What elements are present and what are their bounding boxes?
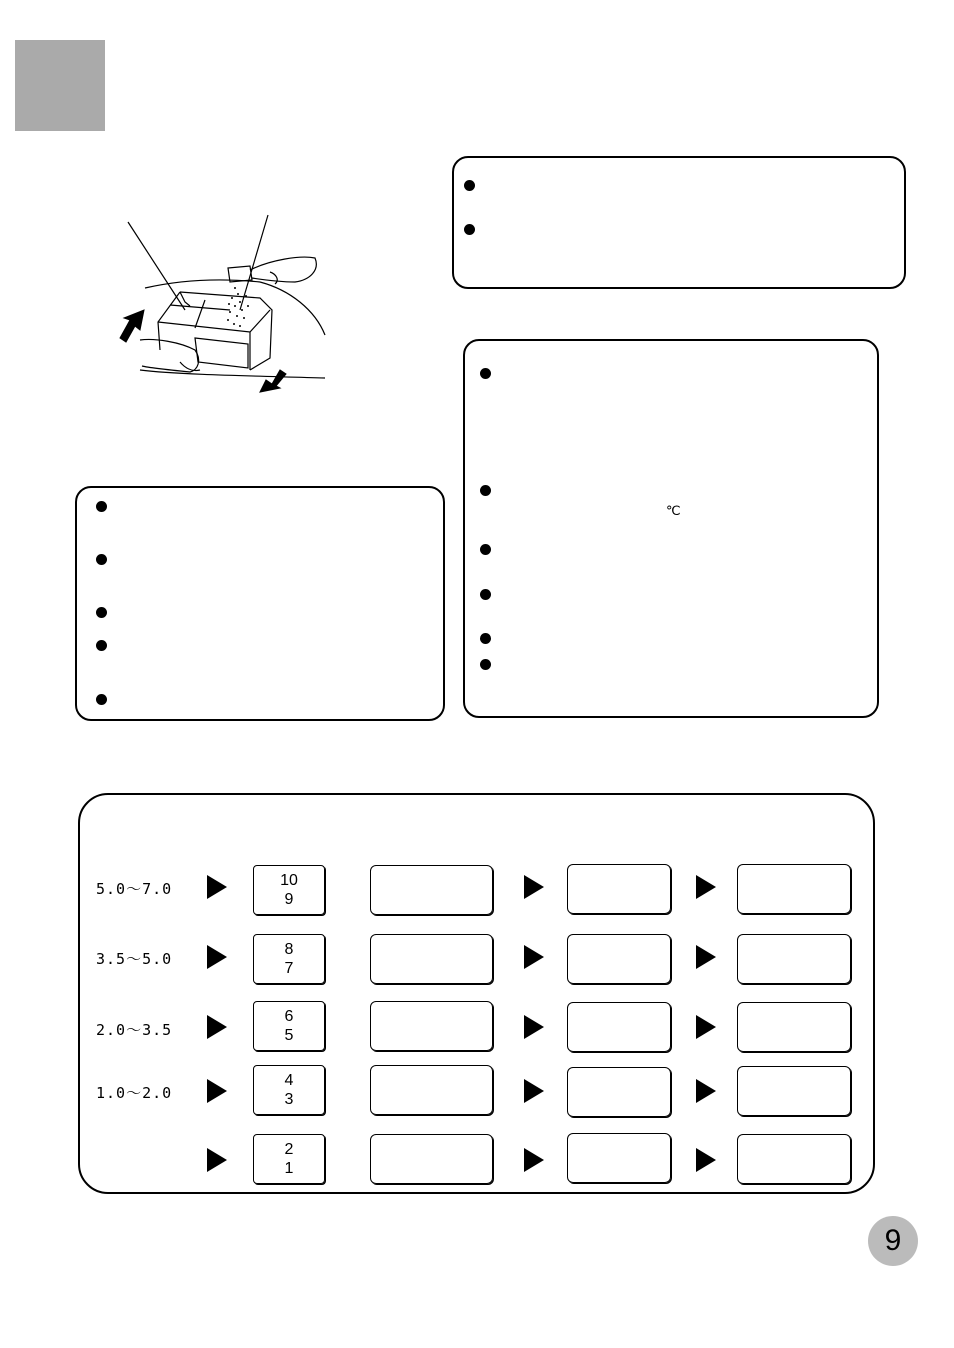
info-box-top-right	[452, 156, 906, 289]
table-cell	[737, 1066, 851, 1116]
bullet-dot-icon	[96, 501, 107, 512]
table-cell	[567, 1067, 671, 1117]
load-range-label: 2.0～3.5	[96, 1021, 173, 1039]
bullet-dot-icon	[480, 659, 491, 670]
water-level-top: 2	[284, 1141, 294, 1158]
table-cell	[567, 864, 671, 914]
bullet-dot-icon	[464, 224, 475, 235]
triangle-right-icon	[696, 945, 716, 969]
bullet-dot-icon	[480, 544, 491, 555]
water-level-box	[253, 934, 325, 984]
water-level-top: 4	[284, 1072, 294, 1089]
triangle-right-icon	[524, 945, 544, 969]
bullet-dot-icon	[480, 485, 491, 496]
triangle-right-icon	[524, 1015, 544, 1039]
table-cell	[567, 1002, 671, 1052]
bullet-dot-icon	[480, 633, 491, 644]
celsius-symbol: ℃	[666, 503, 681, 518]
table-cell	[737, 1134, 851, 1184]
table-cell	[567, 934, 671, 984]
triangle-right-icon	[696, 875, 716, 899]
bullet-dot-icon	[480, 589, 491, 600]
water-level-top: 6	[284, 1008, 294, 1025]
load-range-label: 5.0～7.0	[96, 880, 173, 898]
triangle-right-icon	[207, 1148, 227, 1172]
bullet-dot-icon	[480, 368, 491, 379]
water-level-bottom: 3	[284, 1091, 294, 1108]
table-cell	[370, 1134, 493, 1184]
triangle-right-icon	[524, 1148, 544, 1172]
triangle-right-icon	[696, 1015, 716, 1039]
triangle-right-icon	[207, 1079, 227, 1103]
water-level-bottom: 9	[284, 891, 294, 908]
water-level-top: 10	[280, 872, 298, 889]
triangle-right-icon	[696, 1079, 716, 1103]
info-box-middle-right	[463, 339, 879, 718]
water-level-top: 8	[284, 941, 294, 958]
load-range-label: 1.0～2.0	[96, 1084, 173, 1102]
bullet-dot-icon	[96, 694, 107, 705]
table-cell	[370, 934, 493, 984]
triangle-right-icon	[207, 875, 227, 899]
water-level-box	[253, 865, 325, 915]
triangle-right-icon	[207, 945, 227, 969]
detergent-drawer-illustration	[110, 210, 340, 395]
load-range-label: 3.5～5.0	[96, 950, 173, 968]
bullet-dot-icon	[96, 554, 107, 565]
bullet-dot-icon	[96, 607, 107, 618]
header-gray-block	[15, 40, 105, 131]
table-cell	[567, 1133, 671, 1183]
table-cell	[370, 1065, 493, 1115]
triangle-right-icon	[207, 1015, 227, 1039]
table-cell	[737, 934, 851, 984]
bullet-dot-icon	[96, 640, 107, 651]
water-level-bottom: 7	[284, 960, 294, 977]
water-level-box	[253, 1134, 325, 1184]
water-level-bottom: 1	[284, 1160, 294, 1177]
water-level-box	[253, 1001, 325, 1051]
water-level-box	[253, 1065, 325, 1115]
table-cell	[737, 1002, 851, 1052]
triangle-right-icon	[524, 875, 544, 899]
table-cell	[737, 864, 851, 914]
table-cell	[370, 1001, 493, 1051]
water-level-bottom: 5	[284, 1027, 294, 1044]
table-cell	[370, 865, 493, 915]
bullet-dot-icon	[464, 180, 475, 191]
page-number: 9	[868, 1216, 918, 1266]
triangle-right-icon	[696, 1148, 716, 1172]
info-box-middle-left	[75, 486, 445, 721]
triangle-right-icon	[524, 1079, 544, 1103]
